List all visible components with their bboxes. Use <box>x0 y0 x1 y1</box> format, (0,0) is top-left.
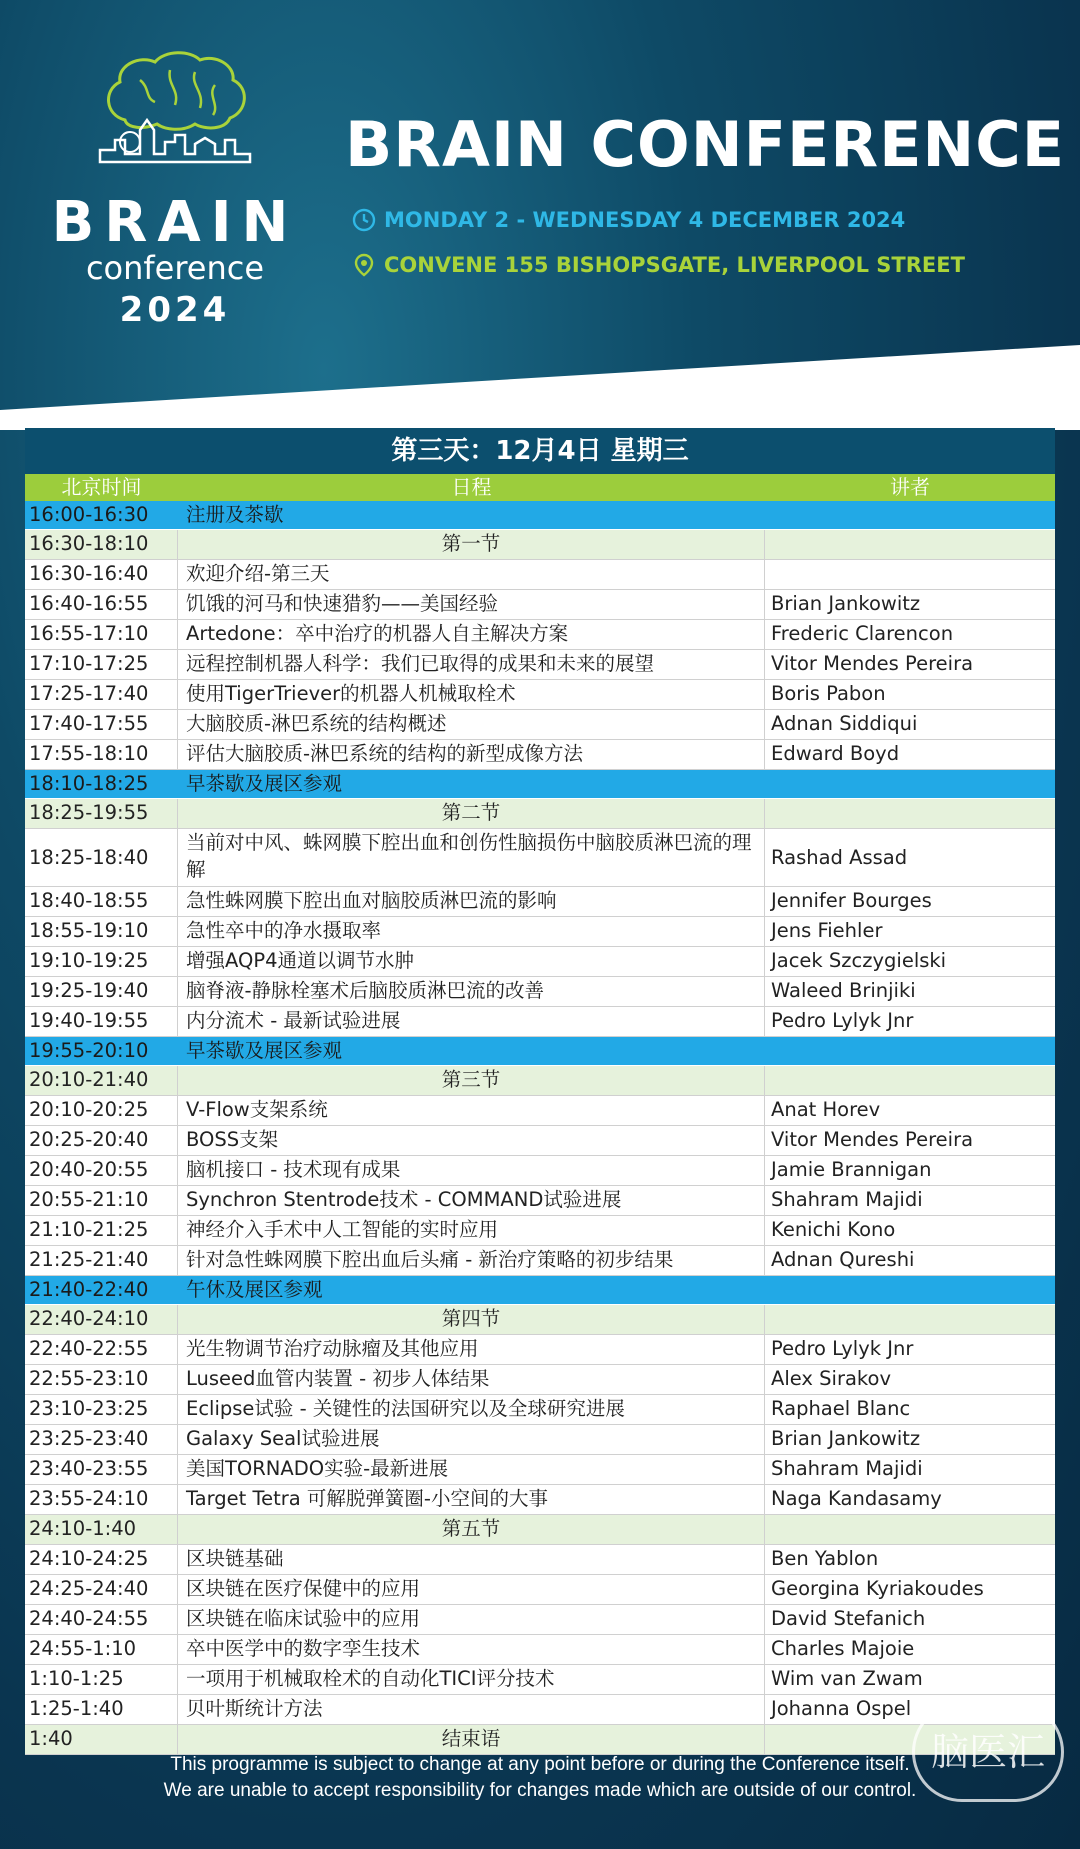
speaker-cell: David Stefanich <box>771 1607 926 1630</box>
speaker-cell <box>765 501 1055 529</box>
day-title: 第三天：12月4日 星期三 <box>25 428 1055 474</box>
agenda-cell: Artedone：卒中治疗的机器人自主解决方案 <box>178 620 765 649</box>
conference-date <box>352 208 905 232</box>
time-cell: 23:25-23:40 <box>25 1425 178 1454</box>
agenda-cell: 增强AQP4通道以调节水肿 <box>178 947 765 976</box>
time-cell: 16:30-16:40 <box>25 560 178 589</box>
time-cell: 19:40-19:55 <box>25 1007 178 1036</box>
time-cell: 16:00-16:30 <box>29 503 149 526</box>
clock-icon <box>352 208 376 232</box>
header-time: 北京时间 <box>61 475 142 499</box>
agenda-cell: 贝叶斯统计方法 <box>178 1695 765 1724</box>
speaker-cell <box>765 799 1055 828</box>
table-row <box>25 1455 1055 1485</box>
session-row <box>25 1305 1055 1335</box>
agenda-cell: Synchron Stentrode技术 - COMMAND试验进展 <box>178 1186 765 1215</box>
speaker-cell: Georgina Kyriakoudes <box>771 1577 984 1600</box>
speaker-cell <box>765 530 1055 559</box>
speaker-cell: Anat Horev <box>771 1098 881 1121</box>
speaker-cell: Jamie Brannigan <box>771 1158 932 1181</box>
break-row <box>25 1037 1055 1066</box>
time-cell: 20:40-20:55 <box>25 1156 178 1185</box>
logo-subtitle: conference <box>85 249 265 287</box>
agenda-cell: 脑脊液-静脉栓塞术后脑胶质淋巴流的改善 <box>178 977 765 1006</box>
watermark-logo: 脑医汇 <box>912 1702 1064 1802</box>
time-cell: 17:55-18:10 <box>25 740 178 769</box>
time-cell: 21:40-22:40 <box>29 1278 149 1301</box>
agenda-cell: 使用TigerTriever的机器人机械取栓术 <box>178 680 765 709</box>
time-cell: 22:40-24:10 <box>25 1305 178 1334</box>
session-row <box>25 1725 1055 1755</box>
table-row <box>25 590 1055 620</box>
time-cell: 17:40-17:55 <box>25 710 178 739</box>
time-cell: 23:10-23:25 <box>25 1395 178 1424</box>
agenda-cell: 区块链在临床试验中的应用 <box>178 1605 765 1634</box>
table-row <box>25 710 1055 740</box>
speaker-cell: Johanna Ospel <box>771 1697 912 1720</box>
agenda-cell: 早茶歇及展区参观 <box>186 1039 343 1062</box>
break-row <box>25 770 1055 799</box>
speaker-cell: Jacek Szczygielski <box>771 949 947 972</box>
session-row <box>25 1515 1055 1545</box>
table-row <box>25 680 1055 710</box>
conference-title: BRAIN CONFERENCE <box>345 108 1066 181</box>
table-row <box>25 1126 1055 1156</box>
time-cell: 18:55-19:10 <box>25 917 178 946</box>
table-row <box>25 1096 1055 1126</box>
time-cell: 22:55-23:10 <box>25 1365 178 1394</box>
time-cell: 20:55-21:10 <box>25 1186 178 1215</box>
schedule-table <box>25 428 1055 1755</box>
location-pin-icon <box>352 253 376 277</box>
speaker-cell <box>765 1037 1055 1065</box>
agenda-cell: BOSS支架 <box>178 1126 765 1155</box>
table-row <box>25 1485 1055 1515</box>
speaker-cell: Brian Jankowitz <box>771 592 921 615</box>
date-text: MONDAY 2 - WEDNESDAY 4 DECEMBER 2024 <box>384 208 906 232</box>
table-row <box>25 1545 1055 1575</box>
agenda-cell: 远程控制机器人科学：我们已取得的成果和未来的展望 <box>178 650 765 679</box>
agenda-cell: 注册及茶歇 <box>186 503 284 526</box>
table-row <box>25 1246 1055 1276</box>
agenda-cell: 评估大脑胶质-淋巴系统的结构的新型成像方法 <box>178 740 765 769</box>
speaker-cell: Charles Majoie <box>771 1637 915 1660</box>
table-row <box>25 1605 1055 1635</box>
conference-logo <box>40 40 310 340</box>
table-row <box>25 1635 1055 1665</box>
table-row <box>25 1186 1055 1216</box>
time-cell: 17:10-17:25 <box>25 650 178 679</box>
speaker-cell: Shahram Majidi <box>771 1457 923 1480</box>
time-cell: 24:55-1:10 <box>25 1635 178 1664</box>
agenda-cell: 第二节 <box>178 799 765 828</box>
agenda-cell: 区块链基础 <box>178 1545 765 1574</box>
agenda-cell: Luseed血管内装置 - 初步人体结果 <box>178 1365 765 1394</box>
speaker-cell <box>765 1515 1055 1544</box>
table-row <box>25 740 1055 770</box>
speaker-cell: Kenichi Kono <box>771 1218 896 1241</box>
break-row <box>25 1276 1055 1305</box>
speaker-cell <box>765 1305 1055 1334</box>
agenda-cell: 美国TORNADO实验-最新进展 <box>178 1455 765 1484</box>
table-row <box>25 1695 1055 1725</box>
time-cell: 18:25-19:55 <box>25 799 178 828</box>
disclaimer-line-2: We are unable to accept responsibility for changes made which are outside of our control. <box>163 1780 917 1801</box>
speaker-cell <box>765 1276 1055 1304</box>
logo-word: BRAIN <box>51 190 299 255</box>
time-cell: 21:10-21:25 <box>25 1216 178 1245</box>
agenda-cell: 早茶歇及展区参观 <box>186 772 343 795</box>
time-cell: 20:25-20:40 <box>25 1126 178 1155</box>
speaker-cell: Naga Kandasamy <box>771 1487 942 1510</box>
time-cell: 17:25-17:40 <box>25 680 178 709</box>
time-cell: 24:40-24:55 <box>25 1605 178 1634</box>
table-header <box>25 474 1055 501</box>
break-row <box>25 501 1055 530</box>
time-cell: 24:10-1:40 <box>25 1515 178 1544</box>
table-row <box>25 1395 1055 1425</box>
speaker-cell <box>765 560 1055 589</box>
table-row <box>25 1156 1055 1186</box>
time-cell: 18:10-18:25 <box>29 772 149 795</box>
time-cell: 1:25-1:40 <box>25 1695 178 1724</box>
speaker-cell: Brian Jankowitz <box>771 1427 921 1450</box>
time-cell: 19:55-20:10 <box>29 1039 149 1062</box>
time-cell: 24:25-24:40 <box>25 1575 178 1604</box>
time-cell: 21:25-21:40 <box>25 1246 178 1275</box>
agenda-cell: 卒中医学中的数字孪生技术 <box>178 1635 765 1664</box>
table-row <box>25 1575 1055 1605</box>
header-speaker: 讲者 <box>890 475 930 499</box>
schedule-rows <box>25 501 1055 1755</box>
agenda-cell: 急性蛛网膜下腔出血对脑胶质淋巴流的影响 <box>178 887 765 916</box>
table-row <box>25 560 1055 590</box>
agenda-cell: 第五节 <box>178 1515 765 1544</box>
agenda-cell: 神经介入手术中人工智能的实时应用 <box>178 1216 765 1245</box>
speaker-cell: Alex Sirakov <box>771 1367 891 1390</box>
disclaimer-line-1: This programme is subject to change at any point before or during the Conference itself. <box>170 1754 910 1775</box>
session-row <box>25 799 1055 829</box>
agenda-cell: 针对急性蛛网膜下腔出血后头痛 - 新治疗策略的初步结果 <box>178 1246 765 1275</box>
speaker-cell: Boris Pabon <box>771 682 886 705</box>
agenda-cell: 欢迎介绍-第三天 <box>178 560 765 589</box>
speaker-cell: Edward Boyd <box>771 742 900 765</box>
agenda-cell: 区块链在医疗保健中的应用 <box>178 1575 765 1604</box>
venue-text: CONVENE 155 BISHOPSGATE, LIVERPOOL STREET <box>384 253 965 277</box>
speaker-cell: Adnan Qureshi <box>771 1248 915 1271</box>
conference-venue <box>352 253 965 277</box>
brain-skyline-icon <box>95 50 255 170</box>
speaker-cell: Pedro Lylyk Jnr <box>771 1337 914 1360</box>
agenda-cell: 脑机接口 - 技术现有成果 <box>178 1156 765 1185</box>
speaker-cell: Vitor Mendes Pereira <box>771 652 974 675</box>
speaker-cell: Vitor Mendes Pereira <box>771 1128 974 1151</box>
table-row <box>25 887 1055 917</box>
table-row <box>25 1425 1055 1455</box>
time-cell: 16:40-16:55 <box>25 590 178 619</box>
speaker-cell: Jennifer Bourges <box>771 889 932 912</box>
speaker-cell: Adnan Siddiqui <box>771 712 918 735</box>
time-cell: 22:40-22:55 <box>25 1335 178 1364</box>
agenda-cell: 内分流术 - 最新试验进展 <box>178 1007 765 1036</box>
agenda-cell: 大脑胶质-淋巴系统的结构概述 <box>178 710 765 739</box>
agenda-cell: V-Flow支架系统 <box>178 1096 765 1125</box>
time-cell: 1:10-1:25 <box>25 1665 178 1694</box>
table-row <box>25 829 1055 887</box>
table-row <box>25 650 1055 680</box>
time-cell: 1:40 <box>25 1725 178 1754</box>
time-cell: 24:10-24:25 <box>25 1545 178 1574</box>
agenda-cell: 急性卒中的净水摄取率 <box>178 917 765 946</box>
table-row <box>25 917 1055 947</box>
speaker-cell: Frederic Clarencon <box>771 622 954 645</box>
time-cell: 19:25-19:40 <box>25 977 178 1006</box>
table-row <box>25 1335 1055 1365</box>
header-agenda: 日程 <box>451 475 492 499</box>
time-cell: 16:30-18:10 <box>25 530 178 559</box>
table-row <box>25 947 1055 977</box>
logo-year: 2024 <box>119 290 231 330</box>
agenda-cell: 午休及展区参观 <box>186 1278 323 1301</box>
speaker-cell: Shahram Majidi <box>771 1188 923 1211</box>
table-row <box>25 1665 1055 1695</box>
time-cell: 23:55-24:10 <box>25 1485 178 1514</box>
table-row <box>25 1216 1055 1246</box>
agenda-cell: 光生物调节治疗动脉瘤及其他应用 <box>178 1335 765 1364</box>
agenda-cell: Target Tetra 可解脱弹簧圈-小空间的大事 <box>178 1485 765 1514</box>
session-row <box>25 530 1055 560</box>
table-row <box>25 1007 1055 1037</box>
session-row <box>25 1066 1055 1096</box>
table-row <box>25 977 1055 1007</box>
agenda-cell: 结束语 <box>178 1725 765 1754</box>
speaker-cell: Waleed Brinjiki <box>771 979 916 1002</box>
time-cell: 23:40-23:55 <box>25 1455 178 1484</box>
agenda-cell: 第四节 <box>178 1305 765 1334</box>
time-cell: 18:25-18:40 <box>25 829 178 886</box>
time-cell: 18:40-18:55 <box>25 887 178 916</box>
agenda-cell: 当前对中风、蛛网膜下腔出血和创伤性脑损伤中脑胶质淋巴流的理解 <box>178 829 765 886</box>
speaker-cell: Rashad Assad <box>771 846 908 869</box>
speaker-cell: Raphael Blanc <box>771 1397 911 1420</box>
table-row <box>25 620 1055 650</box>
time-cell: 16:55-17:10 <box>25 620 178 649</box>
time-cell: 20:10-21:40 <box>25 1066 178 1095</box>
table-row <box>25 1365 1055 1395</box>
disclaimer <box>0 1752 1080 1804</box>
time-cell: 19:10-19:25 <box>25 947 178 976</box>
header-banner <box>0 0 1080 430</box>
agenda-cell: Eclipse试验 - 关键性的法国研究以及全球研究进展 <box>178 1395 765 1424</box>
speaker-cell: Wim van Zwam <box>771 1667 923 1690</box>
agenda-cell: 第一节 <box>178 530 765 559</box>
speaker-cell <box>765 1066 1055 1095</box>
speaker-cell: Jens Fiehler <box>771 919 883 942</box>
time-cell: 20:10-20:25 <box>25 1096 178 1125</box>
agenda-cell: 一项用于机械取栓术的自动化TICI评分技术 <box>178 1665 765 1694</box>
speaker-cell: Pedro Lylyk Jnr <box>771 1009 914 1032</box>
speaker-cell: Ben Yablon <box>771 1547 879 1570</box>
agenda-cell: 第三节 <box>178 1066 765 1095</box>
agenda-cell: 饥饿的河马和快速猎豹——美国经验 <box>178 590 765 619</box>
agenda-cell: Galaxy Seal试验进展 <box>178 1425 765 1454</box>
speaker-cell <box>765 770 1055 798</box>
